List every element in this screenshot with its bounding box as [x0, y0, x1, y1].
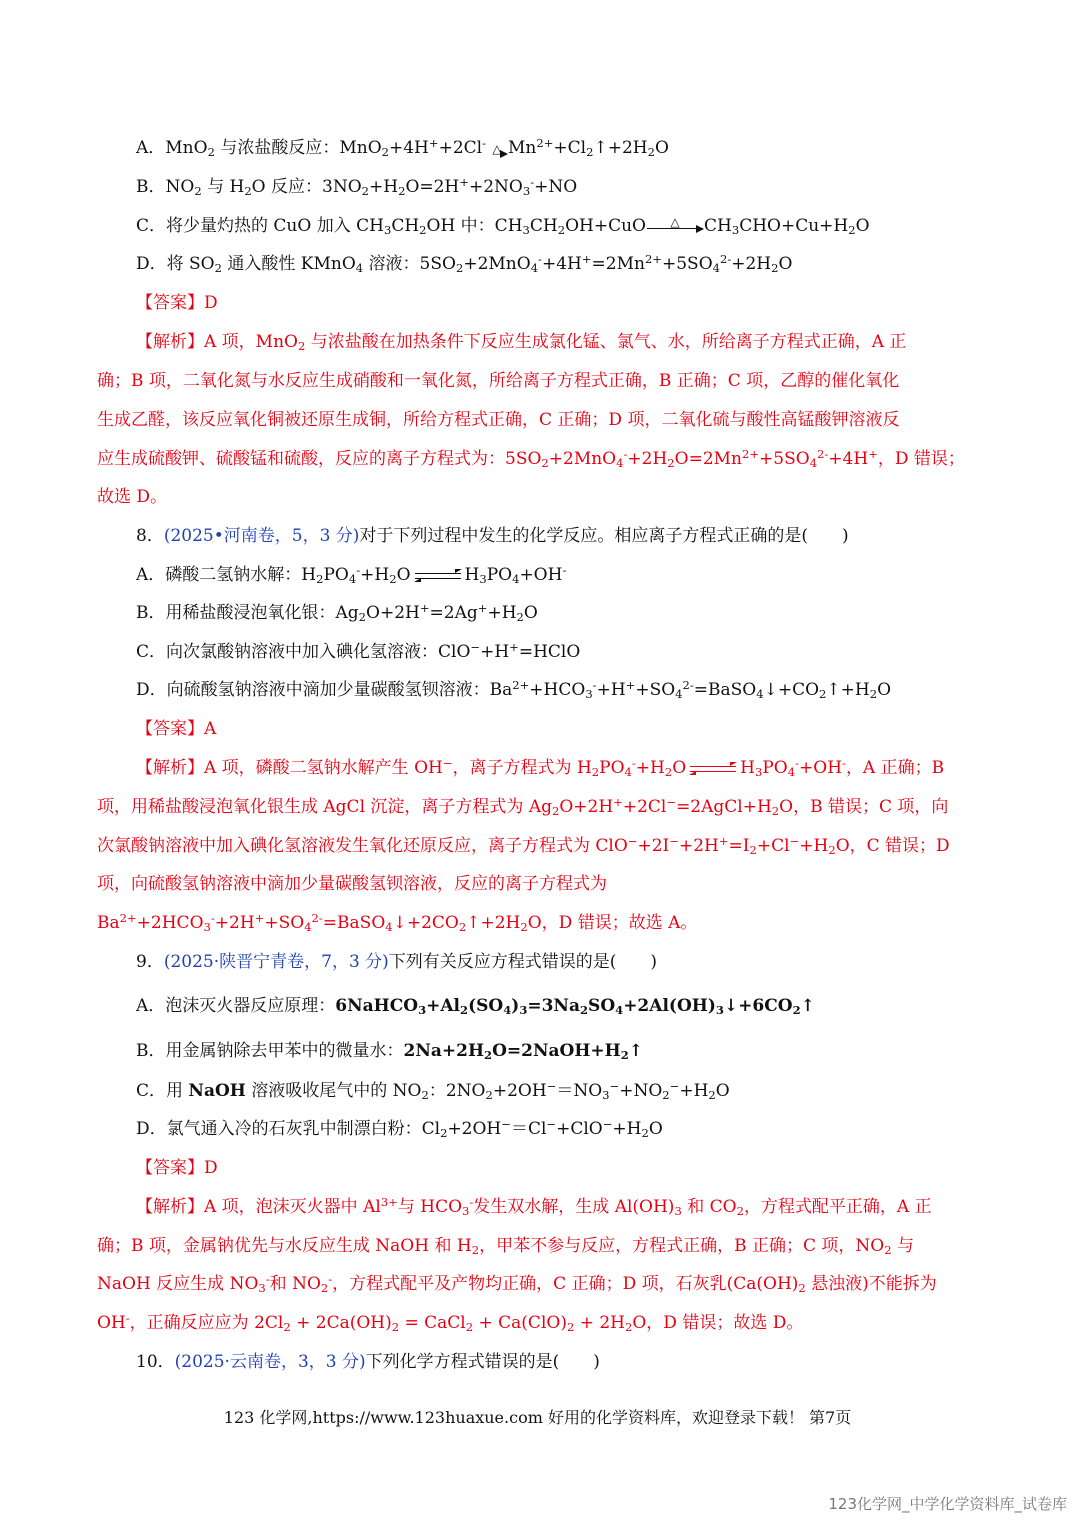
q7-analysis-line-3: 生成乙醛，该反应氧化铜被还原生成铜，所给方程式正确，C 正确；D 项，二氧化硫与酸性高锰酸钾溶液反 [97, 410, 900, 430]
q9-source: (2025·陕晋宁青卷，7，3 分) [163, 952, 389, 972]
q9-analysis-line-2: 确；B 项，金属钠优先与水反应生成 NaOH 和 $H_2$，甲苯不参与反应，方程式正确，B 正确；C 项，$NO_2$ 与 [97, 1236, 914, 1258]
q8-analysis-line-5: $Ba^{2+}+2HCO_3^-+2H^++SO_4^{2-}=BaSO_4↓+2CO_2↑+2H_2O$，D 错误；故选 A。 [97, 911, 698, 935]
q7-analysis-line-2: 确；B 项，二氧化氮与水反应生成硝酸和一氧化氮，所给离子方程式正确，B 正确；C 项，乙醇的催化氧化 [97, 371, 900, 391]
q9-option-d: D．氯气通入冷的石灰乳中制漂白粉：$Cl_2+2OH^-=Cl^-+ClO^-+H_2O$ [136, 1117, 663, 1141]
q7-option-c: C．将少量灼热的 CuO 加入 $CH_3CH_2OH$ 中：$CH_3CH_2OH+CuO$ △ $CH_3CHO+Cu+H_2O$ [136, 215, 870, 238]
q7-analysis-line-1: 【解析】A 项，MnO$_2$ 与浓盐酸在加热条件下反应生成氯化锰、氯气、水，所给离子方程式正确，A 正 [136, 332, 907, 354]
site-watermark: 123化学网_中学化学资料库_试卷库 [828, 1495, 1067, 1513]
q8-answer: 【答案】A [136, 719, 217, 739]
q8-option-a: A．磷酸二氢钠水解：$H_2PO_4^-+H_2O$ $H_3PO_4+OH^-$ [136, 563, 567, 587]
q9-analysis-line-4: OH-，正确反应应为 $2Cl_2 + 2Ca(OH)_2$ = CaCl$_2$ + $Ca(ClO)_2 + 2H_2O$，D 错误；故选 D。 [97, 1311, 804, 1335]
q9-answer: 【答案】D [136, 1158, 218, 1178]
q10-stem: 10．(2025·云南卷，3，3 分)下列化学方程式错误的是( ) [136, 1352, 600, 1372]
page-footer: 123 化学网,https://www.123huaxue.com 好用的化学资料库，欢迎登录下载！ 第7页 [223, 1408, 852, 1427]
q8-option-b: B．用稀盐酸浸泡氧化银：$Ag_2O+2H^+=2Ag^++H_2O$ [136, 601, 538, 625]
q8-analysis-line-1: 【解析】A 项，磷酸二氢钠水解产生 OH−，离子方程式为 $H_2PO_4^-+H_2O$ $H_3PO_4^-+OH^-$，A 正确；B [136, 756, 945, 780]
q9-stem: 9．(2025·陕晋宁青卷，7，3 分)下列有关反应方程式错误的是( ) [136, 952, 658, 972]
q8-option-c: C．向次氯酸钠溶液中加入碘化氢溶液：ClO−+H+=HClO [136, 640, 581, 662]
q7-analysis-line-5: 故选 D。 [97, 487, 168, 507]
q8-stem: 8．(2025•河南卷，5，3 分)对于下列过程中发生的化学反应。相应离子方程式正确的是( ) [136, 526, 849, 546]
q8-source: (2025•河南卷，5，3 分) [163, 526, 360, 546]
q9-analysis-line-3: NaOH 反应生成 $NO_3^-$和 $NO_2^-$，方程式配平及产物均正确，C 正确；D 项，石灰乳($Ca(OH)_2$ 悬浊液)不能拆为 [97, 1272, 937, 1296]
q7-answer: 【答案】D [136, 293, 218, 313]
q9-option-b: B．用金属钠除去甲苯中的微量水：$2Na+2H_2O=2NaOH+H_2↑$ [136, 1041, 643, 1063]
q8-analysis-line-2: 项，用稀盐酸浸泡氧化银生成 AgCl 沉淀，离子方程式为 $Ag_2O+2H^++2Cl^-=2AgCl+H_2O$，B 错误；C 项，向 [97, 795, 949, 819]
q8-option-d: D．向硫酸氢钠溶液中滴加少量碳酸氢钡溶液：$Ba^{2+}+HCO_3^-+H^++SO_4^{2-}=BaSO_4↓+CO_2↑+H_2O$ [136, 678, 892, 702]
q7-option-a: A．MnO$_2$ 与浓盐酸反应：MnO$_2$+4H++2Cl- △ $Mn^{2+}+Cl_2↑+2H_2O$ [136, 136, 669, 160]
q9-option-c: C．用 NaOH 溶液吸收尾气中的 $NO_2$：$2NO_2+2OH^-=NO_3^-+NO_2^-+H_2O$ [136, 1079, 730, 1103]
q9-analysis-line-1: 【解析】A 项，泡沫灭火器中 $Al^{3+}$与 $HCO_3^-$发生双水解，生成 $Al(OH)_3$ 和 $CO_2$，方程式配平正确，A 正 [136, 1195, 932, 1219]
q10-source: (2025·云南卷，3，3 分) [174, 1352, 366, 1372]
q8-analysis-line-4: 项，向硫酸氢钠溶液中滴加少量碳酸氢钡溶液，反应的离子方程式为 [97, 874, 607, 894]
q8-analysis-line-3: 次氯酸钠溶液中加入碘化氢溶液发生氧化还原反应，离子方程式为 $ClO^-+2I^-+2H^+=I_2+Cl^-+H_2O$，C 错误；D [97, 834, 950, 858]
q7-analysis-line-4: 应生成硫酸钾、硫酸锰和硫酸，反应的离子方程式为：$5SO_2+2MnO_4^-+2H_2O=2Mn^{2+}+5SO_4^{2-}+4H^+$，D 错误； [97, 447, 965, 471]
q9-option-a: A．泡沫灭火器反应原理：$6NaHCO_3+Al_2(SO_4)_3=3Na_2SO_4+2Al(OH)_3↓+6CO_2↑$ [136, 996, 815, 1018]
q7-option-b: B．$NO_2$ 与 $H_2O$ 反应：$3NO_2+H_2O=2H^++2NO_3^-+NO$ [136, 175, 578, 199]
q7-option-d: D．将 $SO_2$ 通入酸性 KMnO$_4$ 溶液：$5SO_2+2MnO_4^-+4H^+=2Mn^{2+}+5SO_4^{2-}+2H_2O$ [136, 252, 793, 276]
